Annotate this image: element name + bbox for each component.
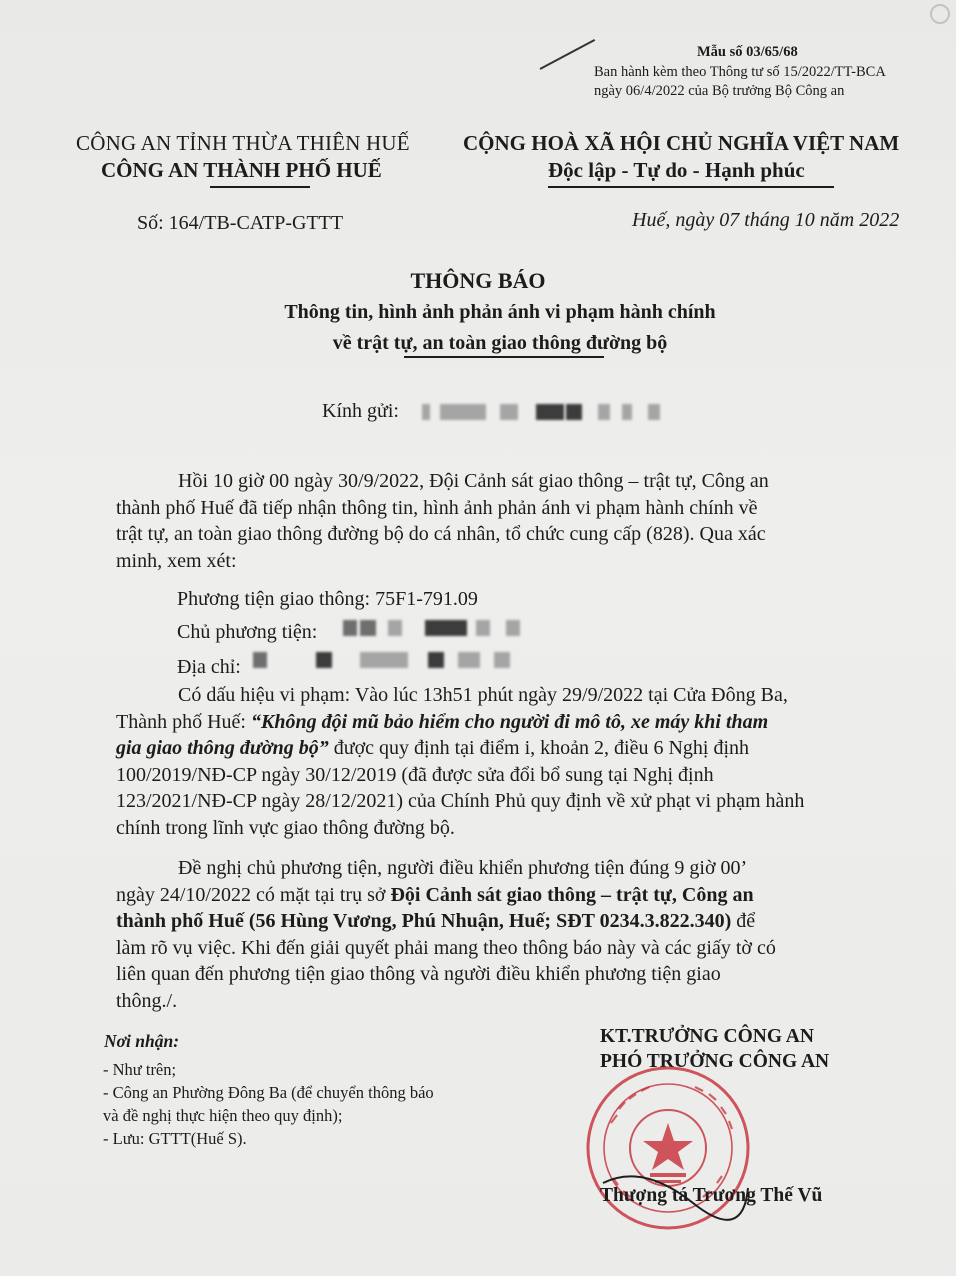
request-paragraph — [116, 855, 886, 1014]
request-text: ngày 24/10/2022 có mặt tại trụ sở — [116, 883, 391, 906]
subtitle-underline — [404, 356, 604, 358]
request-line: làm rõ vụ việc. Khi đến giải quyết phải mang theo thông báo này và các giấy tờ có — [116, 936, 776, 959]
form-code: Mẫu số 03/65/68 — [697, 44, 798, 60]
org-parent: CÔNG AN TỈNH THỪA THIÊN HUẾ — [76, 131, 410, 155]
form-issued-note — [594, 63, 886, 101]
org-underline — [210, 186, 310, 188]
recipient-item: và đề nghị thực hiện theo quy định); — [103, 1106, 343, 1125]
intro-line: Hồi 10 giờ 00 ngày 30/9/2022, Đội Cảnh sát giao thông – trật tự, Công an — [178, 470, 769, 492]
violation-line: Có dấu hiệu vi phạm: Vào lúc 13h51 phút ngày 29/9/2022 tại Cửa Đông Ba, — [178, 684, 788, 706]
owner-label: Chủ phương tiện: — [177, 621, 318, 643]
camera-overlay-icon — [930, 4, 950, 24]
document-subtitle-2: về trật tự, an toàn giao thông đường bộ — [332, 332, 668, 354]
request-office: Đội Cảnh sát giao thông – trật tự, Công an — [390, 883, 754, 906]
address-label: Địa chỉ: — [177, 656, 241, 678]
request-text: để — [731, 910, 756, 932]
signature-authority-2: PHÓ TRƯỞNG CÔNG AN — [600, 1051, 830, 1072]
recipient-item: - Công an Phường Đông Ba (để chuyển thông báo — [103, 1083, 434, 1102]
document-number: Số: 164/TB-CATP-GTTT — [137, 212, 344, 234]
form-issued-line-1: Ban hành kèm theo Thông tư số 15/2022/TT-BCA — [594, 64, 886, 80]
recipient-item: - Lưu: GTTT(Huế S). — [103, 1129, 247, 1148]
recipient-label: Kính gửi: — [322, 400, 399, 422]
violation-location: Thành phố Huế: — [116, 710, 251, 733]
request-office-address: thành phố Huế (56 Hùng Vương, Phú Nhuận, Huế; SĐT 0234.3.822.340) — [116, 910, 732, 932]
violation-paragraph — [116, 682, 886, 841]
recipients-title: Nơi nhận: — [104, 1031, 180, 1051]
document-subtitle-1: Thông tin, hình ảnh phản ánh vi phạm hành chính — [284, 301, 716, 323]
intro-line: thành phố Huế đã tiếp nhận thông tin, hình ảnh phản ánh vi phạm hành chính về — [116, 496, 758, 519]
org-unit: CÔNG AN THÀNH PHỐ HUẾ — [101, 158, 382, 182]
intro-line: minh, xem xét: — [116, 549, 237, 572]
nation-name: CỘNG HOÀ XÃ HỘI CHỦ NGHĨA VIỆT NAM — [463, 131, 900, 155]
signature-authority-1: KT.TRƯỞNG CÔNG AN — [600, 1026, 814, 1047]
document-date: Huế, ngày 07 tháng 10 năm 2022 — [632, 209, 900, 231]
intro-paragraph — [116, 468, 886, 574]
police-seal-stamp — [583, 1063, 753, 1233]
signer-name: Thượng tá Trương Thế Vũ — [600, 1185, 823, 1206]
request-line: liên quan đến phương tiện giao thông và người điều khiển phương tiện giao — [116, 963, 721, 985]
motto-underline — [548, 186, 834, 188]
violation-legal-basis: được quy định tại điểm i, khoản 2, điều 6 Nghị định — [328, 737, 750, 759]
recipient-item: - Như trên; — [103, 1060, 177, 1079]
pen-stroke-mark — [540, 39, 596, 70]
violation-quote: “Không đội mũ bảo hiểm cho người đi mô tô, xe máy khi tham — [250, 710, 769, 733]
request-line: thông./. — [116, 989, 178, 1012]
violation-line: 123/2021/NĐ-CP ngày 28/12/2021) của Chính Phủ quy định về xử phạt vi phạm hành — [116, 790, 805, 812]
intro-line: trật tự, an toàn giao thông đường bộ do cá nhân, tổ chức cung cấp (828). Qua xác — [116, 523, 766, 545]
violation-line: chính trong lĩnh vực giao thông đường bộ. — [116, 816, 455, 839]
violation-quote-end: gia giao thông đường bộ” — [116, 737, 329, 759]
document-title: THÔNG BÁO — [410, 268, 546, 293]
form-issued-line-2: ngày 06/4/2022 của Bộ trưởng Bộ Công an — [594, 83, 845, 99]
request-line: Đề nghị chủ phương tiện, người điều khiển phương tiện đúng 9 giờ 00’ — [178, 857, 748, 879]
vehicle-line: Phương tiện giao thông: 75F1-791.09 — [177, 588, 478, 610]
violation-line: 100/2019/NĐ-CP ngày 30/12/2019 (đã được sửa đổi bổ sung tại Nghị định — [116, 763, 714, 786]
nation-motto: Độc lập - Tự do - Hạnh phúc — [548, 158, 805, 182]
